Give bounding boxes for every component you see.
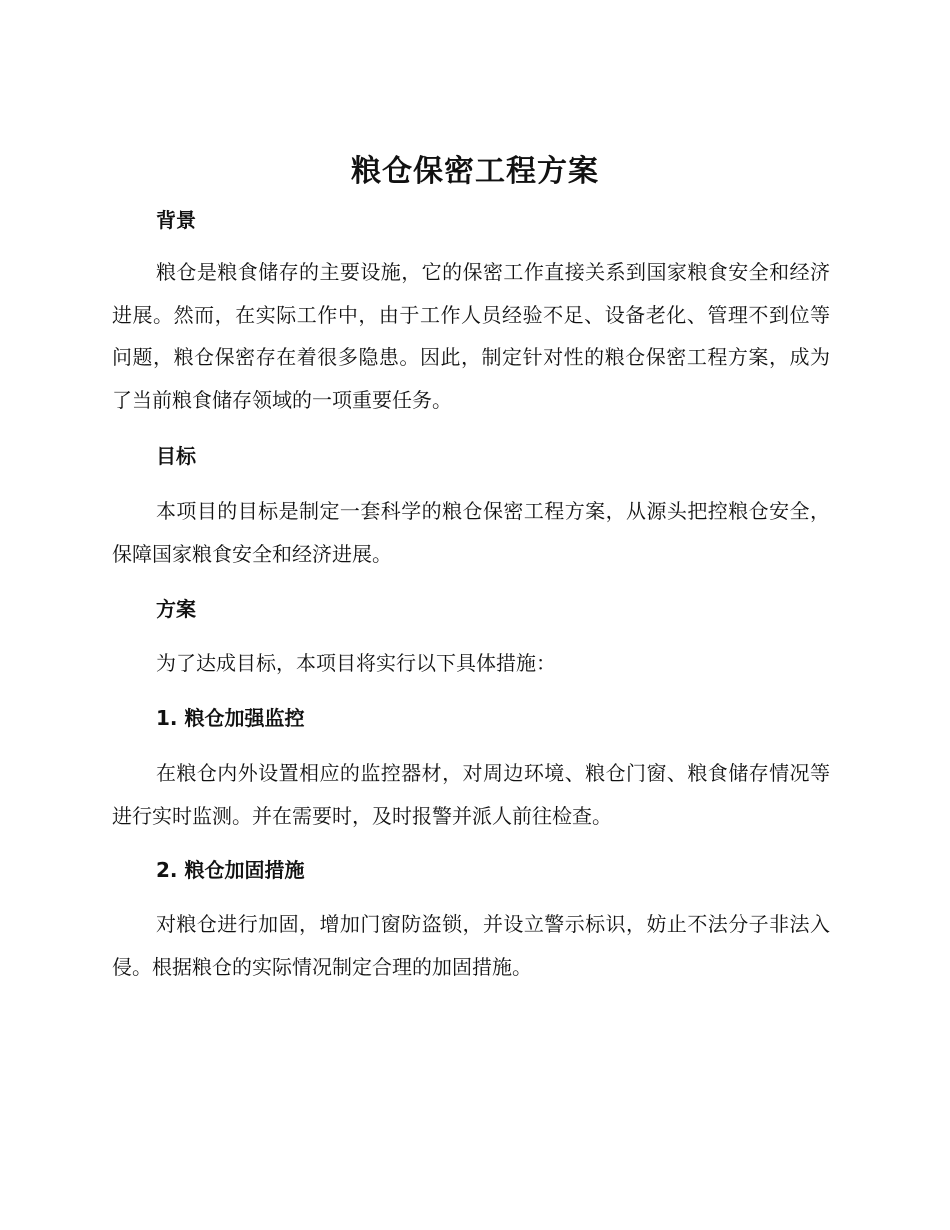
section-body-reinforcement: 对粮仓进行加固，增加门窗防盗锁，并设立警示标识，妨止不法分子非法入侵。根据粮仓的实际情况制定合理的加固措施。 (112, 912, 830, 979)
section-body-plan: 为了达成目标，本项目将实行以下具体措施： (156, 651, 556, 675)
section-body-monitoring: 在粮仓内外设置相应的监控器材，对周边环境、粮仓门窗、粮食储存情况等进行实时监测。并在需要时，及时报警并派人前往检查。 (112, 761, 830, 828)
section-heading-reinforcement: 2. 粮仓加固措施 (156, 858, 305, 882)
section-heading-plan: 方案 (156, 597, 196, 621)
section-heading-monitoring: 1. 粮仓加强监控 (156, 706, 305, 730)
section-heading-goal: 目标 (156, 444, 196, 468)
section-body-background: 粮仓是粮食储存的主要设施，它的保密工作直接关系到国家粮食安全和经济进展。然而，在实际工作中，由于工作人员经验不足、设备老化、管理不到位等问题，粮仓保密存在着很多隐患。因此，制定针对性的粮仓保密工程方案，成为了当前粮食储存领域的一项重要任务。 (112, 260, 830, 412)
document-title: 粮仓保密工程方案 (351, 154, 599, 189)
section-heading-background: 背景 (156, 208, 196, 232)
section-body-goal: 本项目的目标是制定一套科学的粮仓保密工程方案，从源头把控粮仓安全，保障国家粮食安全和经济进展。 (112, 499, 830, 566)
